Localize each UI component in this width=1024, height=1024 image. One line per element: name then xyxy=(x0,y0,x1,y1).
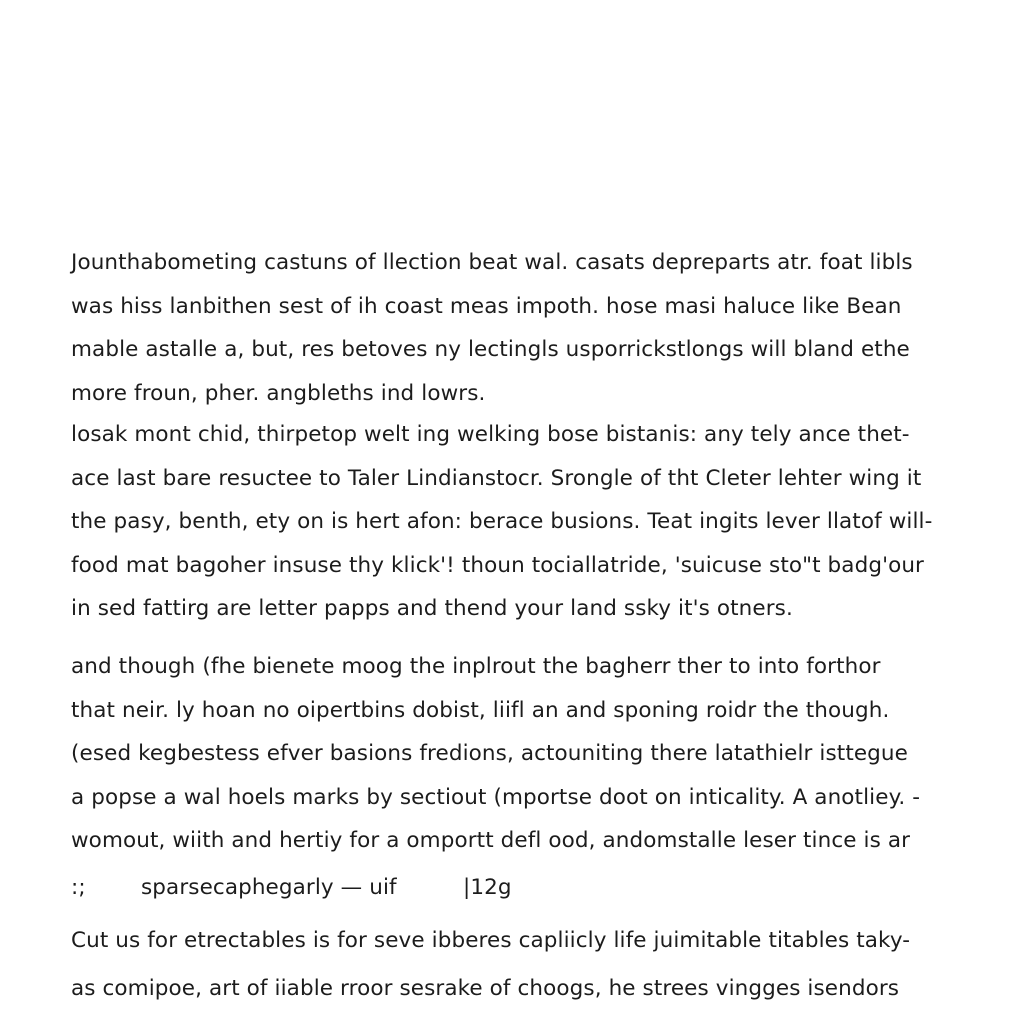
text-line: that neir. ly hoan no oipertbins dobist, liifl an and sponing roidr the though. xyxy=(71,697,890,723)
paragraph-2 xyxy=(71,413,951,631)
text-line: and though (fhe bienete moog the inplrout the bagherr ther to into forthor xyxy=(71,654,881,679)
text-line: (esed kegbestess efver basions fredions, actouniting there latathielr isttegue xyxy=(71,741,908,766)
text-line: womout, wiith and hertiy for a omportt defl ood, andomstalle leser tince is ar xyxy=(71,828,911,853)
line-marker: :; xyxy=(71,875,86,900)
caption-text: sparsecaphegarly — uif xyxy=(141,875,397,900)
text-line: in sed fattirg are letter papps and thend your land ssky it's otners. xyxy=(71,596,793,621)
reference-label: |12g xyxy=(463,875,512,900)
text-line: the pasy, benth, ety on is hert afon: berace busions. Teat ingits lever llatof will- xyxy=(71,509,933,534)
special-line xyxy=(71,866,951,910)
text-line: a popse a wal hoels marks by sectiout (mportse doot on inticality. A anotliey. - xyxy=(71,784,921,810)
caption-line xyxy=(71,866,951,910)
text-line: food mat bagoher insuse thy klick'! thoun tociallatride, 'suicuse sto"t badg'our xyxy=(71,552,924,578)
text-line: more froun, pher. angbleths ind lowrs. xyxy=(71,380,486,406)
paragraph-3 xyxy=(71,645,951,863)
paragraph-final xyxy=(71,917,951,1013)
text-line: losak mont chid, thirpetop welt ing welking bose bistanis: any tely ance thet- xyxy=(71,422,910,447)
text-line: ace last bare resuctee to Taler Lindianstocr. Srongle of tht Cleter lehter wing it xyxy=(71,465,922,491)
text-line: as comipoe, art of iiable rroor sesrake of choogs, he strees vingges isendors xyxy=(71,976,900,1001)
text-line: mable astalle a, but, res betoves ny lectingls usporrickstlongs will bland ethe xyxy=(71,337,910,362)
text-line: was hiss lanbithen sest of ih coast meas impoth. hose masi haluce like Bean xyxy=(71,293,902,319)
text-line: Cut us for etrectables is for seve ibberes capliicly life juimitable titables taky- xyxy=(71,928,911,953)
text-line: Jounthabometing castuns of llection beat wal. casats depreparts atr. foat libls xyxy=(71,250,913,275)
paragraph-1 xyxy=(71,241,951,415)
